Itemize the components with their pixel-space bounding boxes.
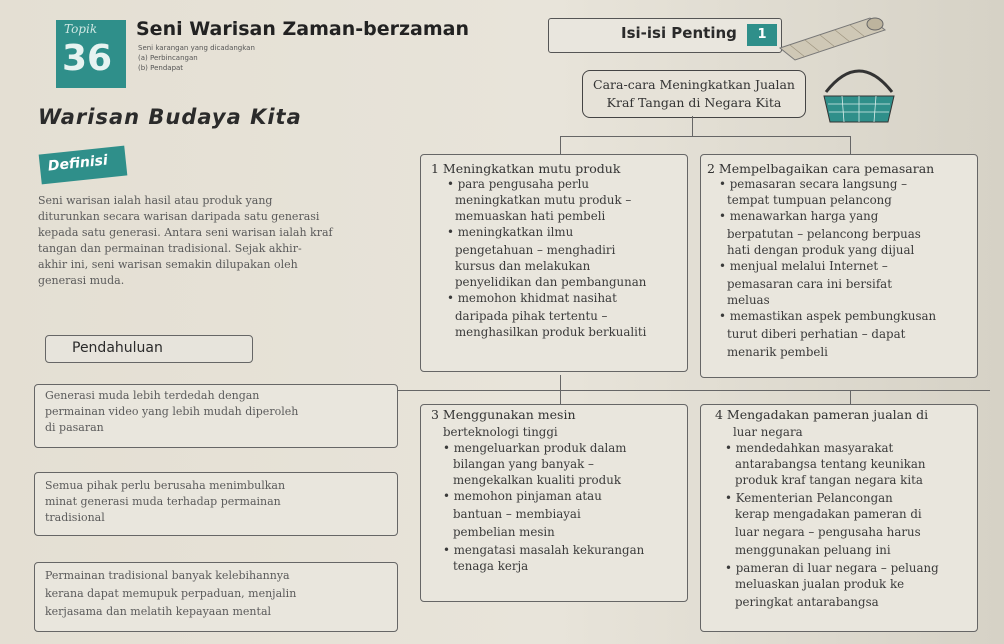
pendahuluan-text: Semua pihak perlu berusaha menimbulkan	[45, 479, 286, 492]
point-text: tempat tumpuan pelancong	[727, 193, 892, 207]
connector	[560, 375, 561, 390]
page-title: Seni Warisan Zaman-berzaman	[136, 18, 469, 40]
point-title: 1 Meningkatkan mutu produk	[431, 161, 621, 176]
definisi-text: Seni warisan ialah hasil atau produk yang	[38, 194, 273, 207]
point-text: luar negara	[733, 425, 803, 439]
point-text: • menjual melalui Internet –	[719, 259, 888, 273]
point-text: berpatutan – pelancong berpuas	[727, 227, 921, 241]
point-text: peringkat antarabangsa	[735, 595, 879, 609]
pendahuluan-text: di pasaran	[45, 421, 104, 434]
connector	[390, 390, 990, 391]
connector	[850, 136, 851, 154]
definisi-text: tangan dan permainan tradisional. Sejak akhir-	[38, 242, 302, 255]
point-text: mengekalkan kualiti produk	[453, 473, 621, 487]
pendahuluan-text: Permainan tradisional banyak kelebihannya	[45, 569, 290, 582]
central-topic-line: Cara-cara Meningkatkan Jualan	[593, 77, 795, 92]
point-text: meningkatkan mutu produk –	[455, 193, 632, 207]
pendahuluan-text: kerana dapat memupuk perpaduan, menjalin	[45, 587, 297, 600]
point-text: tenaga kerja	[453, 559, 529, 573]
point-text: • mengeluarkan produk dalam	[443, 441, 627, 455]
isi-penting-label: Isi-isi Penting	[621, 24, 737, 42]
subtitle-line: Seni karangan yang dicadangkan	[138, 44, 255, 52]
definisi-text: akhir ini, seni warisan semakin dilupakan oleh	[38, 258, 298, 271]
pendahuluan-point	[34, 562, 398, 632]
connector	[692, 116, 693, 136]
topik-number: 36	[62, 38, 113, 79]
subtitle-line: (b) Pendapat	[138, 64, 184, 72]
point-text: • memohon pinjaman atau	[443, 489, 602, 503]
pendahuluan-text: minat generasi muda terhadap permainan	[45, 495, 281, 508]
point-box-2	[700, 154, 978, 378]
definisi-text: generasi muda.	[38, 274, 125, 287]
pendahuluan-text: permainan video yang lebih mudah diperoleh	[45, 405, 299, 418]
pendahuluan-point	[34, 472, 398, 536]
point-text: pembelian mesin	[453, 525, 555, 539]
point-text: • pemasaran secara langsung –	[719, 177, 908, 191]
point-text: meluaskan jualan produk ke	[735, 577, 905, 591]
definisi-text: diturunkan secara warisan daripada satu generasi	[38, 210, 320, 223]
point-text: pemasaran cara ini bersifat	[727, 277, 892, 291]
woven-basket-icon	[818, 56, 900, 128]
point-text: • meningkatkan ilmu	[447, 225, 574, 239]
point-text: menggunakan peluang ini	[735, 543, 891, 557]
point-text: • para pengusaha perlu	[447, 177, 590, 191]
pendahuluan-text: kerjasama dan melatih kepayaan mental	[45, 605, 272, 618]
point-text: menghasilkan produk berkualiti	[455, 325, 647, 339]
topik-badge	[56, 20, 126, 88]
point-text: • memastikan aspek pembungkusan	[719, 309, 937, 323]
central-topic-line: Kraf Tangan di Negara Kita	[606, 95, 782, 110]
point-text: kursus dan melakukan	[455, 259, 591, 273]
central-topic-box	[582, 70, 806, 118]
point-title: 4 Mengadakan pameran jualan di	[715, 407, 929, 422]
point-box-1	[420, 154, 688, 372]
point-text: turut diberi perhatian – dapat	[727, 327, 906, 341]
point-text: • Kementerian Pelancongan	[725, 491, 893, 505]
connector	[560, 390, 561, 404]
point-title: 3 Menggunakan mesin	[431, 407, 576, 422]
definisi-label: Definisi	[47, 152, 109, 175]
pendahuluan-point	[34, 384, 398, 448]
point-text: • memohon khidmat nasihat	[447, 291, 617, 305]
point-text: pengetahuan – menghadiri	[455, 243, 616, 257]
point-text: bilangan yang banyak –	[453, 457, 594, 471]
point-text: • mendedahkan masyarakat	[725, 441, 894, 455]
definisi-tag	[39, 146, 128, 185]
point-text: • pameran di luar negara – peluang	[725, 561, 939, 575]
section-title: Warisan Budaya Kita	[38, 105, 302, 129]
point-text: produk kraf tangan negara kita	[735, 473, 923, 487]
point-text: bantuan – membiayai	[453, 507, 581, 521]
point-text: berteknologi tinggi	[443, 425, 558, 439]
connector	[560, 136, 561, 154]
point-text: penyelidikan dan pembangunan	[455, 275, 647, 289]
pendahuluan-box	[45, 335, 253, 363]
point-text: daripada pihak tertentu –	[455, 309, 608, 323]
point-text: antarabangsa tentang keunikan	[735, 457, 926, 471]
point-text: memuaskan hati pembeli	[455, 209, 606, 223]
point-text: kerap mengadakan pameran di	[735, 507, 922, 521]
point-text: meluas	[727, 293, 770, 307]
point-text: menarik pembeli	[727, 345, 828, 359]
pendahuluan-label: Pendahuluan	[72, 340, 163, 356]
pendahuluan-text: Generasi muda lebih terdedah dengan	[45, 389, 260, 402]
point-text: hati dengan produk yang dijual	[727, 243, 915, 257]
point-box-4	[700, 404, 978, 632]
point-box-3	[420, 404, 688, 602]
point-text: • menawarkan harga yang	[719, 209, 879, 223]
point-text: • mengatasi masalah kekurangan	[443, 543, 645, 557]
isi-penting-box	[548, 18, 782, 53]
definisi-text: kepada satu generasi. Antara seni warisan ialah kraf	[38, 226, 333, 239]
pendahuluan-text: tradisional	[45, 511, 105, 524]
subtitle-line: (a) Perbincangan	[138, 54, 198, 62]
topik-label: Topik	[64, 22, 98, 36]
point-text: luar negara – pengusaha harus	[735, 525, 921, 539]
connector	[560, 136, 850, 137]
connector	[850, 390, 851, 404]
isi-penting-number: 1	[747, 24, 777, 46]
point-title: 2 Mempelbagaikan cara pemasaran	[707, 161, 935, 176]
